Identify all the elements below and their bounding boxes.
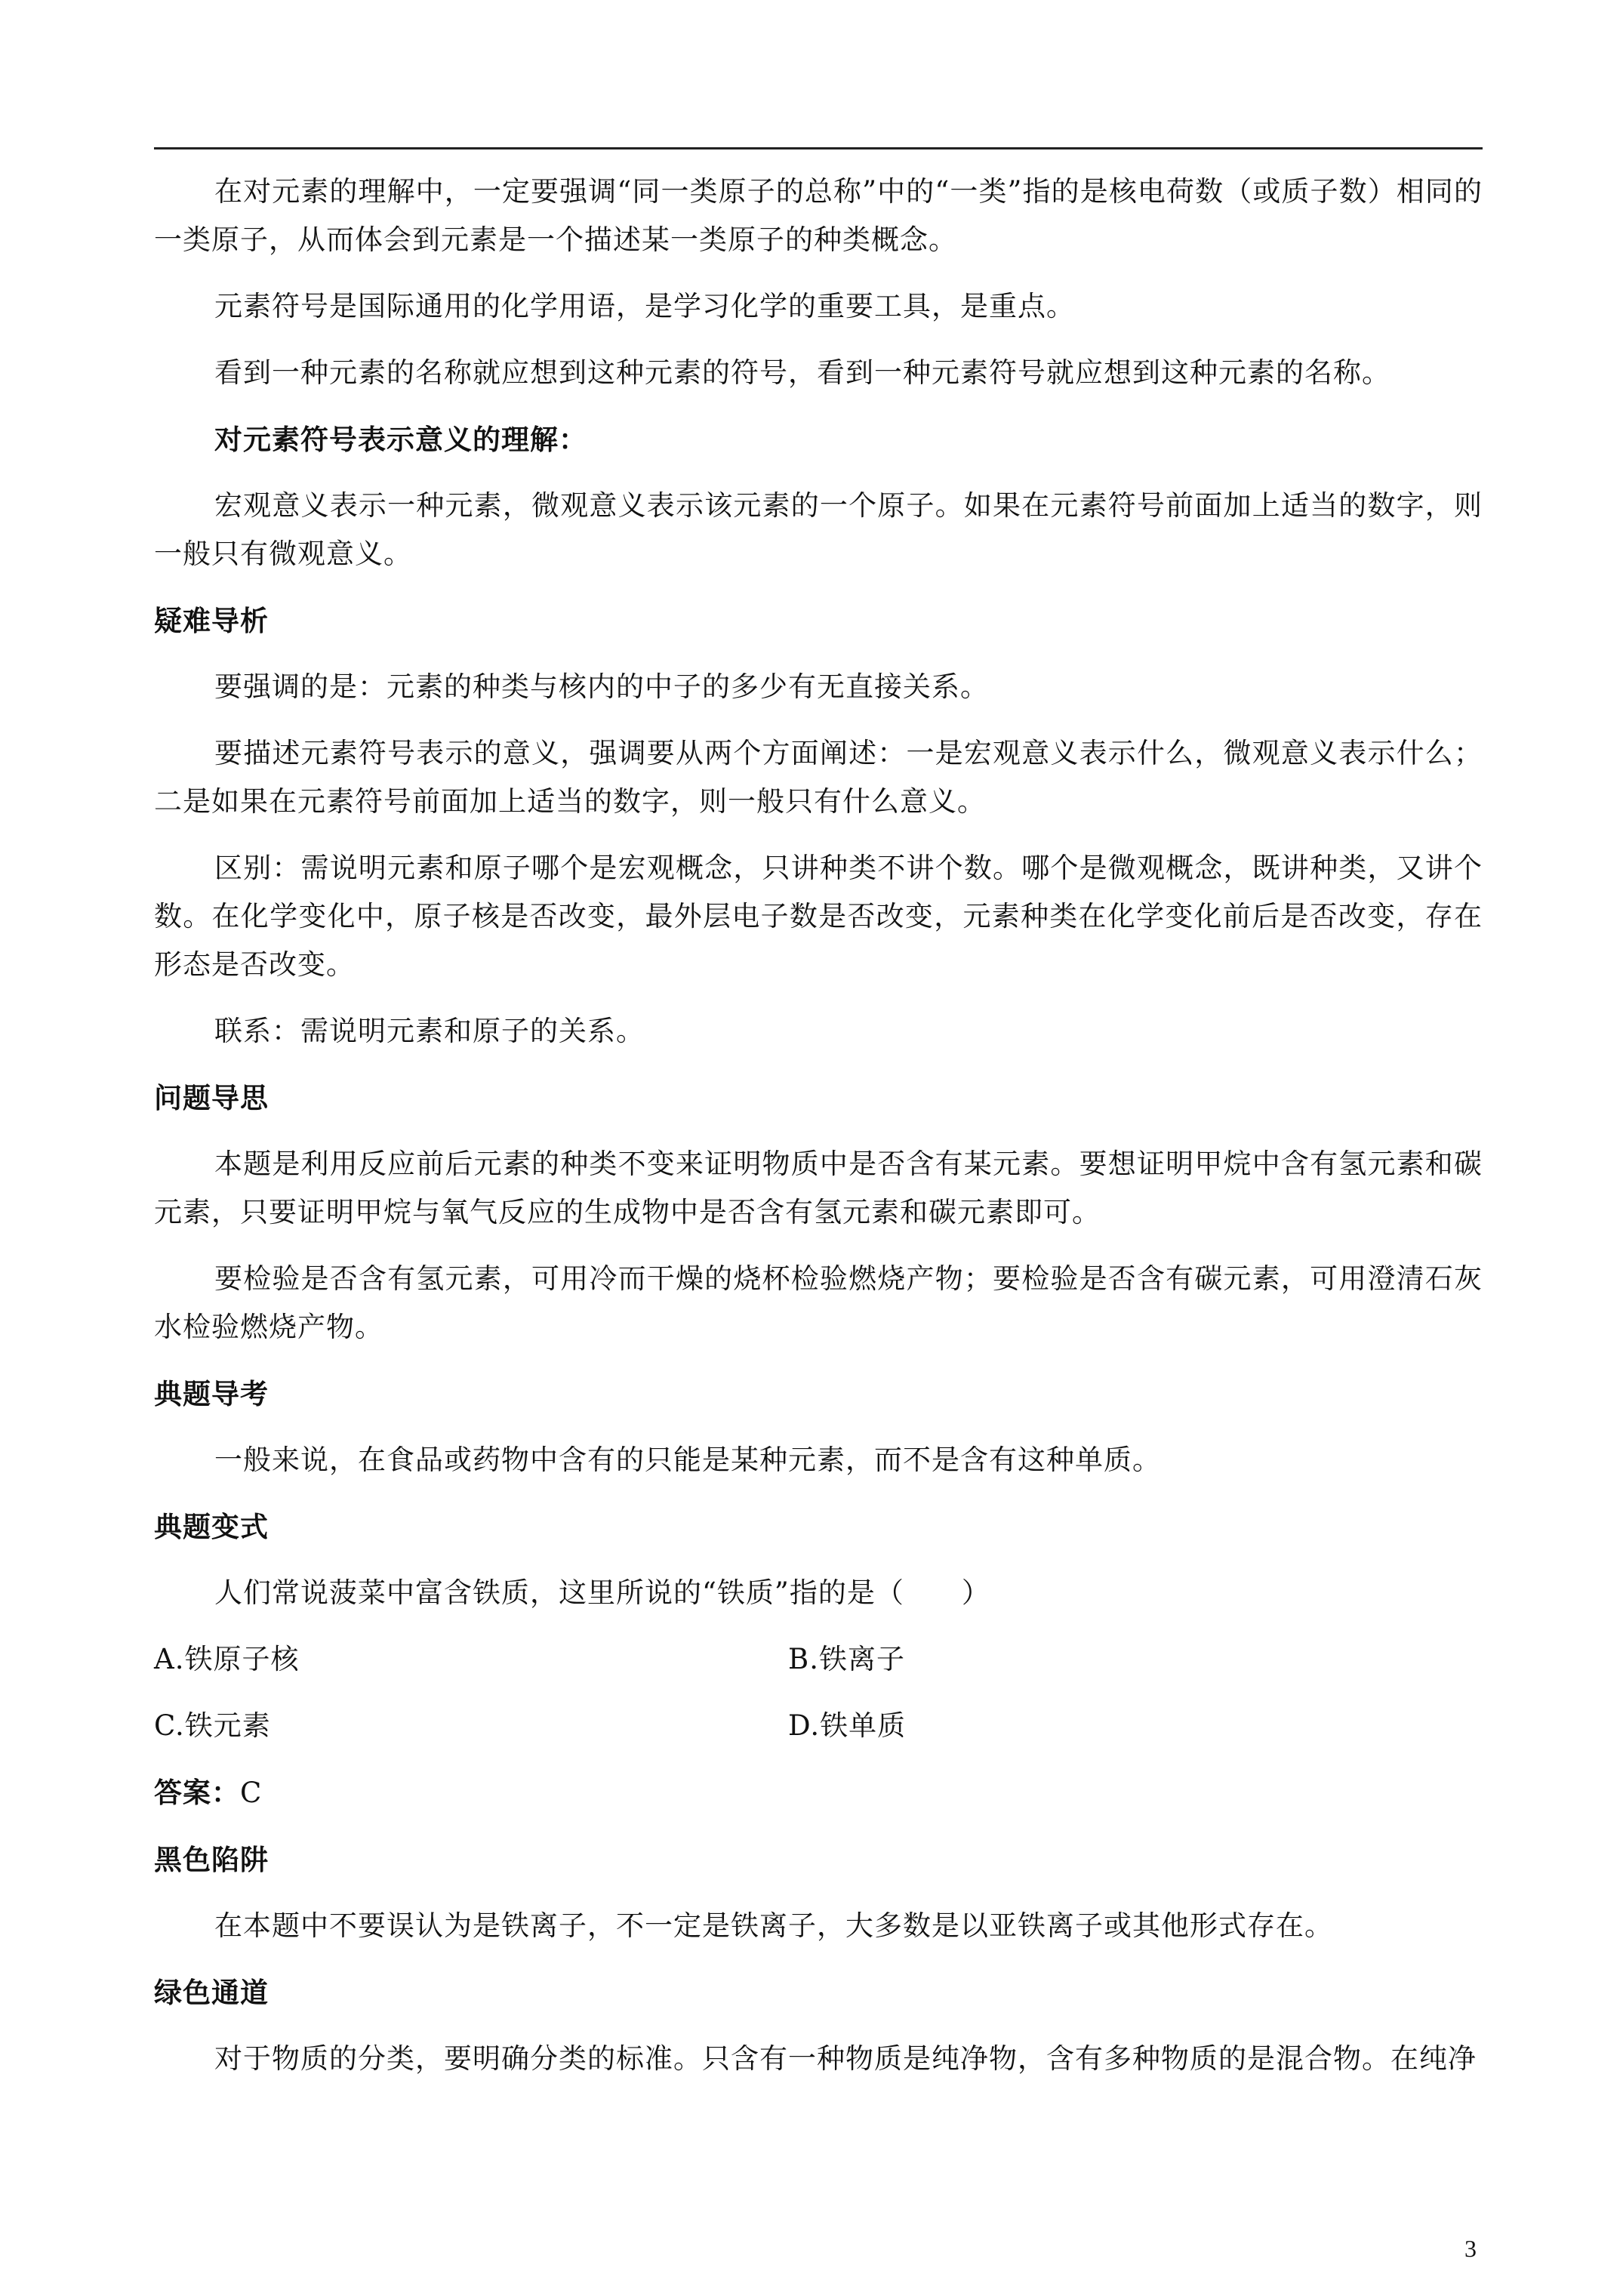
section-heading: 绿色通道: [154, 1976, 269, 2009]
section-heading: 典题导考: [154, 1377, 269, 1410]
paragraph: 看到一种元素的名称就应想到这种元素的符号，看到一种元素符号就应想到这种元素的名称。: [214, 356, 1390, 389]
paragraph: 元素符号是国际通用的化学用语，是学习化学的重要工具，是重点。: [214, 290, 1075, 322]
section-heading: 问题导思: [154, 1081, 269, 1114]
section-heading: 典题变式: [154, 1510, 269, 1543]
section-heading: 黑色陷阱: [154, 1843, 269, 1876]
paragraph: 在对元素的理解中，一定要强调“同一类原子的总称”中的“一类”指的是核电荷数（或质子数）相同的一类原子，从而体会到元素是一个描述某一类原子的种类概念。: [154, 175, 1483, 256]
header-rule: [154, 147, 1483, 149]
option-c: C.铁元素: [154, 1709, 271, 1742]
question-stem: 人们常说菠菜中富含铁质，这里所说的“铁质”指的是（ ）: [214, 1576, 990, 1609]
paragraph: 区别：需说明元素和原子哪个是宏观概念，只讲种类不讲个数。哪个是微观概念，既讲种类，又讲个数。在化学变化中，原子核是否改变，最外层电子数是否改变，元素种类在化学变化前后是否改变，存在形态是否改变。: [154, 852, 1483, 981]
paragraph: 要检验是否含有氢元素，可用冷而干燥的烧杯检验燃烧产物；要检验是否含有碳元素，可用澄清石灰水检验燃烧产物。: [154, 1262, 1483, 1343]
paragraph: 宏观意义表示一种元素，微观意义表示该元素的一个原子。如果在元素符号前面加上适当的数字，则一般只有微观意义。: [154, 489, 1483, 570]
option-b: B.铁离子: [788, 1643, 905, 1675]
subheading: 对元素符号表示意义的理解：: [214, 423, 587, 456]
section-heading: 疑难导析: [154, 604, 269, 637]
answer-label: 答案：: [154, 1776, 240, 1809]
options-row: [154, 1702, 1483, 1750]
paragraph: 联系：需说明元素和原子的关系。: [214, 1015, 645, 1047]
option-a: A.铁原子核: [154, 1643, 300, 1675]
paragraph: 本题是利用反应前后元素的种类不变来证明物质中是否含有某元素。要想证明甲烷中含有氢元素和碳元素，只要证明甲烷与氧气反应的生成物中是否含有氢元素和碳元素即可。: [154, 1148, 1483, 1228]
option-d: D.铁单质: [788, 1709, 907, 1742]
options-row: [154, 1635, 1483, 1684]
answer-value: C: [240, 1777, 263, 1809]
page-content: [154, 168, 1483, 2101]
page-number: 3: [1464, 2235, 1477, 2262]
paragraph: 对于物质的分类，要明确分类的标准。只含有一种物质是纯净物，含有多种物质的是混合物。在纯净: [214, 2042, 1477, 2075]
paragraph: 一般来说，在食品或药物中含有的只能是某种元素，而不是含有这种单质。: [214, 1444, 1161, 1476]
paragraph: 要描述元素符号表示的意义，强调要从两个方面阐述：一是宏观意义表示什么，微观意义表示什么；二是如果在元素符号前面加上适当的数字，则一般只有什么意义。: [154, 737, 1483, 818]
answer-line: [154, 1768, 1483, 1817]
paragraph: 要强调的是：元素的种类与核内的中子的多少有无直接关系。: [214, 670, 989, 703]
paragraph: 在本题中不要误认为是铁离子，不一定是铁离子，大多数是以亚铁离子或其他形式存在。: [214, 1909, 1333, 1942]
